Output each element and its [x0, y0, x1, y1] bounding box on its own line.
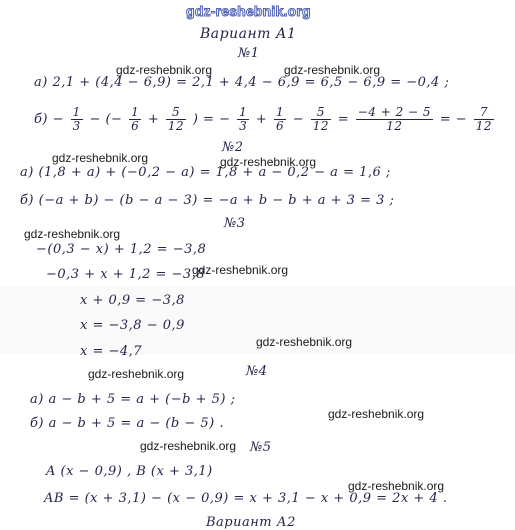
watermark: gdz-reshebnik.org: [140, 439, 237, 453]
task4-number: №4: [246, 364, 268, 379]
fraction: $\frac{5}{12}$: [167, 105, 185, 133]
task5-points: A (x − 0,9) , B (x + 3,1): [46, 464, 213, 479]
task2-part-b: б) (−а + b) − (b − а − 3) = −а + b − b + а + 3 = 3 ;: [20, 193, 395, 208]
fraction: $\frac{1}{6}$: [275, 105, 285, 133]
watermark: gdz-reshebnik.org: [88, 367, 185, 381]
watermark-top: gdz-reshebnik.org: [186, 3, 311, 19]
watermark: gdz-reshebnik.org: [52, 151, 149, 165]
fraction: $\frac{5}{12}$: [312, 105, 330, 133]
task1-part-b: б) − $\frac{1}{3}$ − (− $\frac{1}{6}$ + $\frac{5}{12}$ ) = − $\frac{1}{3}$ + $\frac{1}{6}$ − $\frac{5}{12}$ = $\frac{-4 + 2 - 5}{12}$ = − $\frac{7}{12}$: [34, 105, 493, 133]
fraction: $\frac{1}{3}$: [72, 105, 81, 133]
task3-line: −0,3 + x + 1,2 = −3,8: [46, 267, 206, 282]
next-variant-heading: Вариант А2: [206, 515, 296, 530]
watermark: gdz-reshebnik.org: [24, 227, 121, 241]
task4-part-b: б) а − b + 5 = а − (b − 5) .: [30, 416, 225, 431]
task3-line: x = −4,7: [80, 344, 143, 359]
task1-part-a: а) 2,1 + (4,4 − 6,9) = 2,1 + 4,4 − 6,9 = 6,5 − 6,9 = −0,4 ;: [34, 75, 450, 90]
task5-ab: AB = (x + 3,1) − (x − 0,9) = x + 3,1 − x + 0,9 = 2x + 4 .: [44, 491, 448, 506]
watermark: gdz-reshebnik.org: [192, 263, 289, 277]
fraction: $\frac{1}{3}$: [239, 105, 248, 133]
task3-line: x + 0,9 = −3,8: [80, 293, 185, 308]
task3-line: −(0,3 − x) + 1,2 = −3,8: [36, 242, 207, 257]
watermark: gdz-reshebnik.org: [256, 335, 353, 349]
watermark: gdz-reshebnik.org: [328, 407, 425, 421]
task1-number: №1: [238, 46, 260, 61]
task3-number: №3: [224, 216, 246, 231]
task3-line: x = −3,8 − 0,9: [80, 318, 185, 333]
watermark: gdz-reshebnik.org: [116, 63, 213, 77]
task2-part-a: а) (1,8 + а) + (−0,2 − а) = 1,8 + а − 0,2 − а = 1,6 ;: [20, 165, 391, 180]
variant-heading: Вариант А1: [200, 26, 297, 42]
fraction: $\frac{-4 + 2 - 5}{12}$: [357, 105, 432, 133]
watermark: gdz-reshebnik.org: [220, 155, 317, 169]
task5-number: №5: [250, 440, 272, 455]
task2-number: №2: [222, 140, 244, 155]
task4-part-a: а) а − b + 5 = а + (−b + 5) ;: [30, 392, 236, 407]
watermark: gdz-reshebnik.org: [348, 479, 445, 493]
watermark: gdz-reshebnik.org: [284, 63, 381, 77]
fraction: $\frac{1}{6}$: [131, 105, 140, 133]
fraction: $\frac{7}{12}$: [475, 105, 493, 133]
